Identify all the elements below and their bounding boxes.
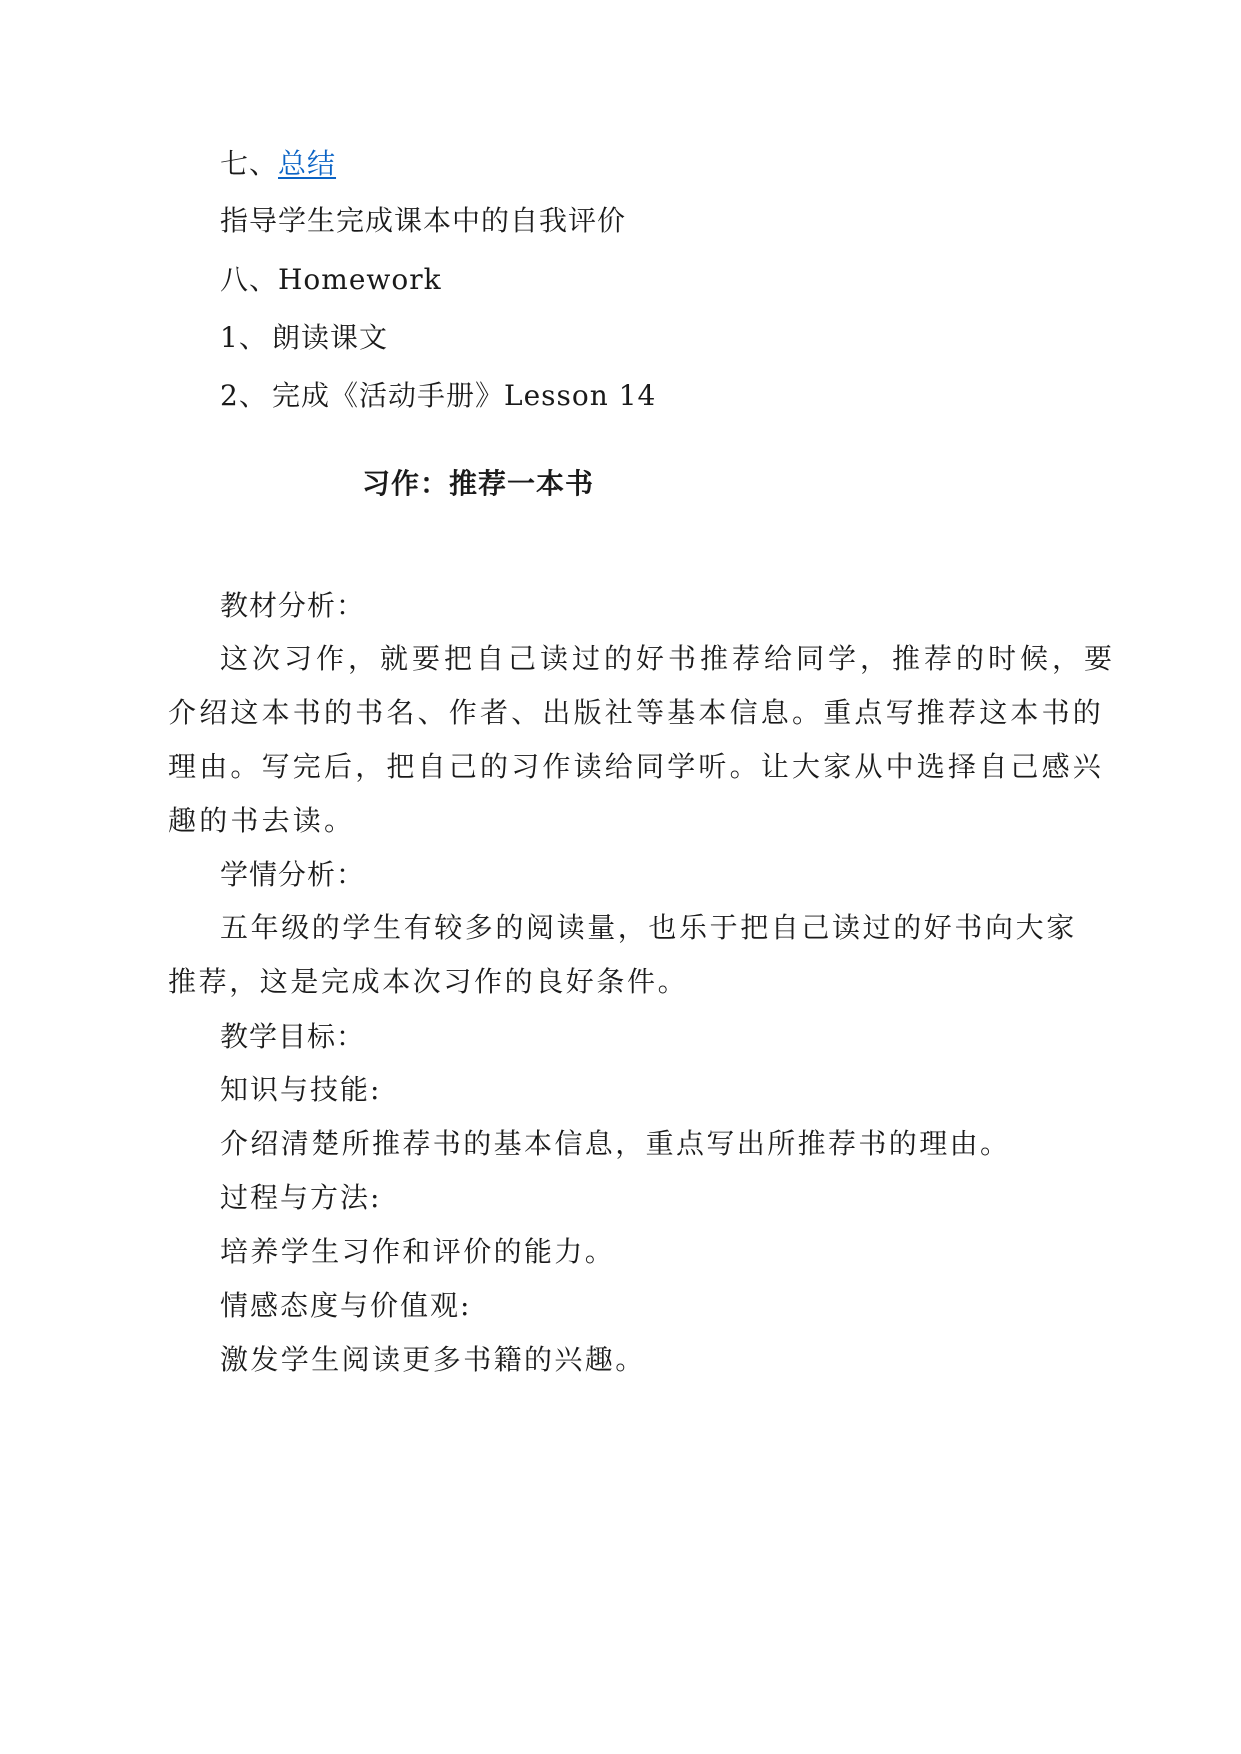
students-heading: 学情分析：	[220, 858, 366, 891]
process-text: 培养学生习作和评价的能力。	[220, 1235, 616, 1268]
material-line-1: 这次习作，就要把自己读过的好书推荐给同学，推荐的时候，要	[220, 642, 1117, 675]
students-line-1: 五年级的学生有较多的阅读量，也乐于把自己读过的好书向大家	[220, 911, 1077, 944]
homework-item-number: 1、	[220, 321, 268, 354]
emotion-label: 情感态度与价值观:	[220, 1289, 472, 1322]
document-title: 习作：推荐一本书	[362, 467, 595, 500]
summary-link[interactable]: 总结	[278, 147, 337, 180]
knowledge-text: 介绍清楚所推荐书的基本信息，重点写出所推荐书的理由。	[220, 1127, 1011, 1160]
knowledge-label: 知识与技能:	[220, 1073, 382, 1106]
process-label: 过程与方法:	[220, 1181, 382, 1214]
homework-item-2	[220, 378, 656, 414]
section-7-prefix: 七、	[220, 147, 279, 180]
emotion-text: 激发学生阅读更多书籍的兴趣。	[220, 1343, 646, 1376]
material-line-4: 趣的书去读。	[168, 804, 356, 837]
homework-item-number: 2、	[220, 379, 268, 412]
section-7-heading	[220, 146, 336, 182]
section-7-body: 指导学生完成课本中的自我评价	[220, 204, 627, 237]
material-line-3: 理由。写完后，把自己的习作读给同学听。让大家从中选择自己感兴	[168, 750, 1105, 783]
homework-item-text: 完成《活动手册》Lesson 14	[272, 379, 657, 412]
goals-heading: 教学目标：	[220, 1020, 366, 1053]
section-8-heading: 八、Homework	[220, 263, 442, 296]
material-heading: 教材分析：	[220, 589, 366, 622]
material-line-2: 介绍这本书的书名、作者、出版社等基本信息。重点写推荐这本书的	[168, 696, 1105, 729]
homework-item-1	[220, 320, 388, 356]
students-line-2: 推荐，这是完成本次习作的良好条件。	[168, 965, 689, 998]
homework-item-text: 朗读课文	[272, 321, 389, 354]
